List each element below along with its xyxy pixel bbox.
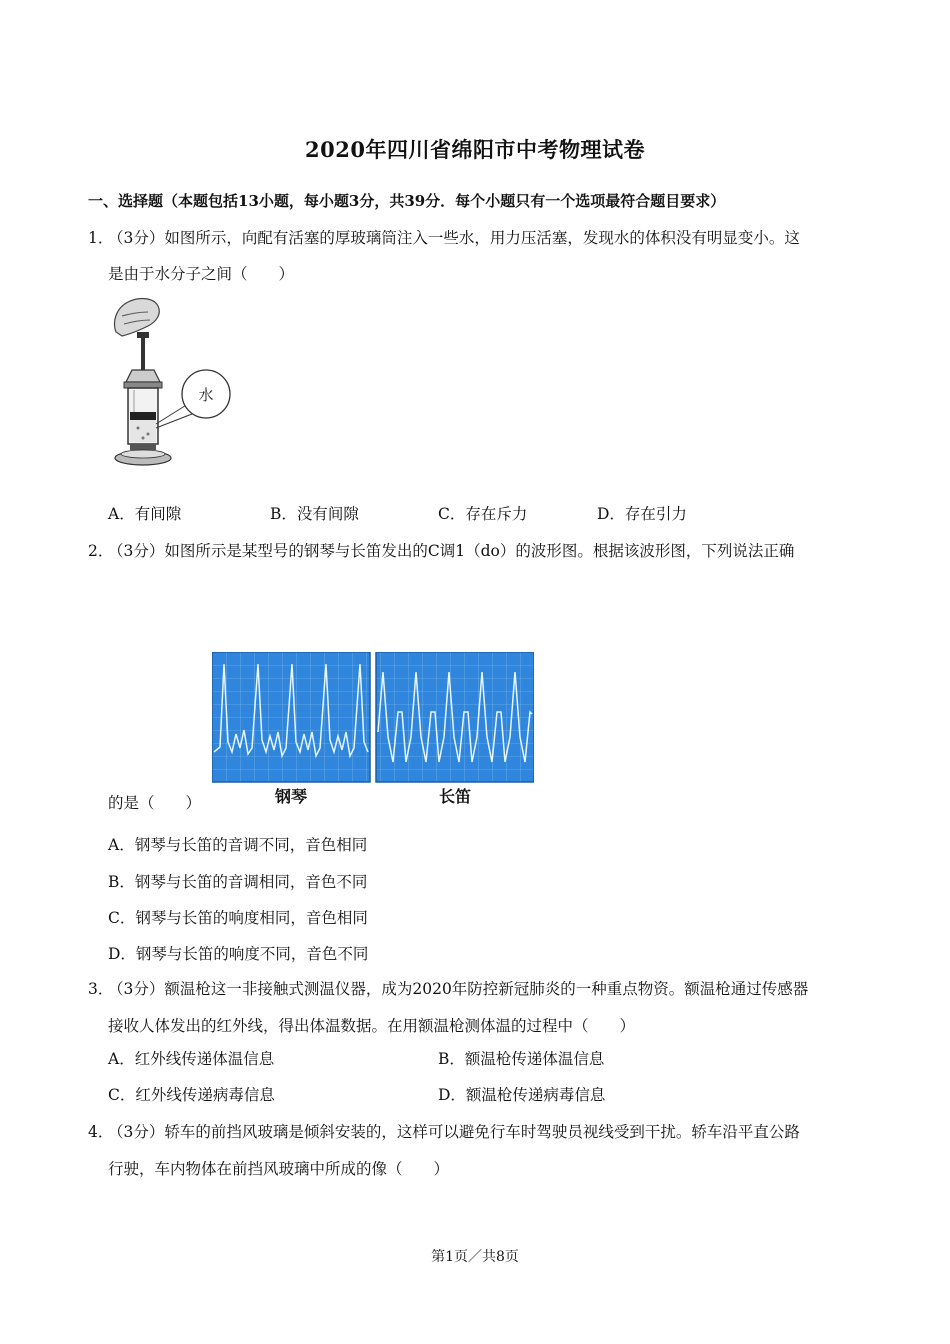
option-d: D．钢琴与长笛的响度不同，音色不同 bbox=[108, 945, 369, 963]
question-text: （3分）如图所示，向配有活塞的厚玻璃筒注入一些水，用力压活塞，发现水的体积没有明显变小。这 bbox=[108, 229, 800, 247]
option-c: C．存在斥力 bbox=[438, 505, 528, 523]
waveform-figure bbox=[212, 652, 534, 806]
piano-label: 钢琴 bbox=[274, 787, 308, 806]
question-2-line2: 的是（ ） bbox=[108, 794, 202, 812]
question-number: 3． bbox=[88, 980, 114, 998]
question-3-line1 bbox=[88, 977, 808, 999]
flute-label: 长笛 bbox=[438, 787, 472, 806]
question-text: （3分）如图所示是某型号的钢琴与长笛发出的C调1（do）的波形图。根据该波形图，下列说法正确 bbox=[108, 542, 795, 560]
question-1-line1 bbox=[88, 226, 800, 248]
option-b: B．钢琴与长笛的音调相同，音色不同 bbox=[108, 873, 368, 891]
option-c: C．钢琴与长笛的响度相同，音色相同 bbox=[108, 909, 368, 927]
option-c: C．红外线传递病毒信息 bbox=[108, 1086, 275, 1104]
question-4-line2: 行驶，车内物体在前挡风玻璃中所成的像（ ） bbox=[108, 1160, 450, 1178]
question-number: 1． bbox=[88, 229, 114, 247]
option-a: A．红外线传递体温信息 bbox=[108, 1050, 275, 1068]
option-b: B．额温枪传递体温信息 bbox=[438, 1050, 605, 1068]
option-d: D．存在引力 bbox=[597, 505, 687, 523]
page-footer: 第1页／共8页 bbox=[431, 1249, 519, 1265]
question-text: （3分）轿车的前挡风玻璃是倾斜安装的，这样可以避免行车时驾驶员视线受到干扰。轿车沿平直公路 bbox=[108, 1123, 800, 1141]
question-number: 4． bbox=[88, 1123, 114, 1141]
question-4-line1 bbox=[88, 1120, 800, 1142]
option-a: A．有间隙 bbox=[108, 505, 182, 523]
section-heading: 一、选择题（本题包括13小题，每小题3分，共39分．每个小题只有一个选项最符合题目要求） bbox=[88, 192, 726, 210]
question-number: 2． bbox=[88, 542, 114, 560]
question-1-line2: 是由于水分子之间（ ） bbox=[108, 265, 295, 283]
page-title: 2020年四川省绵阳市中考物理试卷 bbox=[305, 137, 645, 162]
option-b: B．没有间隙 bbox=[270, 505, 359, 523]
question-3-line2: 接收人体发出的红外线，得出体温数据。在用额温枪测体温的过程中（ ） bbox=[108, 1017, 636, 1035]
question-text: （3分）额温枪这一非接触式测温仪器，成为2020年防控新冠肺炎的一种重点物资。额温枪通过传感器 bbox=[108, 980, 809, 998]
piston-cylinder-figure bbox=[108, 296, 248, 471]
option-a: A．钢琴与长笛的音调不同，音色相同 bbox=[108, 836, 368, 854]
question-2-line1 bbox=[88, 539, 794, 561]
hand-illustration bbox=[115, 299, 160, 336]
water-label: 水 bbox=[198, 386, 214, 404]
option-d: D．额温枪传递病毒信息 bbox=[438, 1086, 606, 1104]
